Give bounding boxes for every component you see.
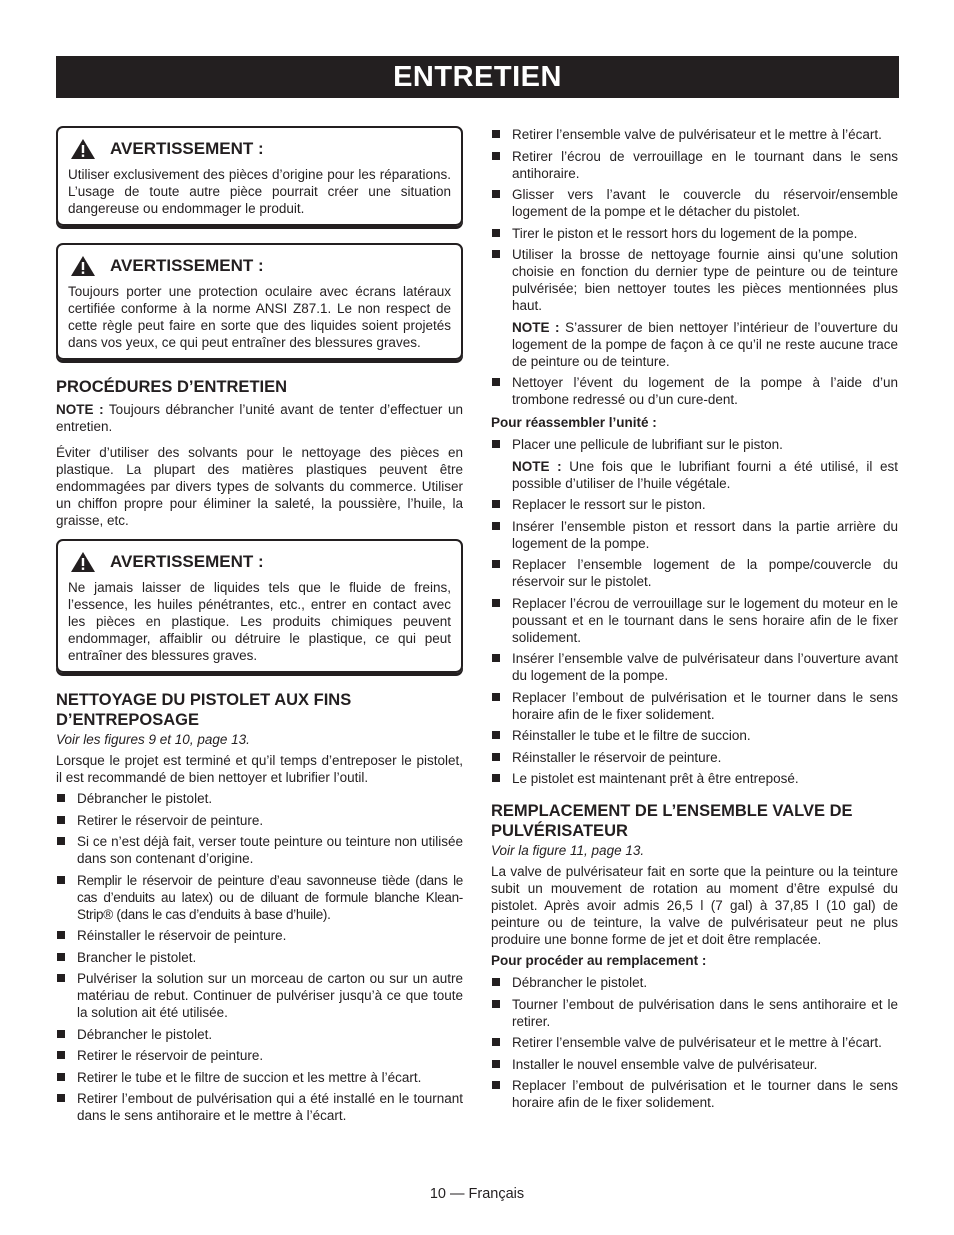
- list-item: Replacer l’ensemble logement de la pompe/couvercle du réservoir sur le pistolet.: [491, 556, 898, 590]
- warning-title: AVERTISSEMENT :: [110, 139, 264, 158]
- left-column: [56, 126, 463, 1129]
- note-text: Toujours débrancher l’unité avant de tenter d’effectuer un entretien.: [56, 402, 464, 434]
- list-item: Nettoyer l’évent du logement de la pompe à l’aide d’un trombone redressé ou d’un cure-dent.: [491, 374, 898, 408]
- list-item: Retirer le réservoir de peinture.: [56, 1047, 463, 1064]
- replacement-steps-list: [491, 974, 898, 1111]
- note-label: NOTE :: [512, 319, 560, 335]
- note-label: NOTE :: [512, 458, 562, 474]
- list-item: Remplir le réservoir de peinture d’eau savonneuse tiède (dans le cas d’enduits au latex) ou de diluant de formule blanche Klean-Strip® (dans le cas d’enduits à base d’huile).: [56, 872, 463, 923]
- list-item: Débrancher le pistolet.: [56, 790, 463, 807]
- list-item: Placer une pellicule de lubrifiant sur le piston.: [491, 436, 898, 453]
- list-item: Réinstaller le réservoir de peinture.: [56, 927, 463, 944]
- list-item: Replacer l’écrou de verrouillage sur le logement du moteur en le poussant et en le tournant dans le sens horaire afin de le fixer solidement.: [491, 595, 898, 646]
- list-item: Insérer l’ensemble piston et ressort dans la partie arrière du logement de la pompe.: [491, 518, 898, 552]
- list-item: Retirer l’ensemble valve de pulvérisateur et le mettre à l’écart.: [491, 1034, 898, 1051]
- list-item: Pulvériser la solution sur un morceau de carton ou sur un autre matériau de rebut. Continuer de pulvériser jusqu’à ce que toute la solution ait été utilisée.: [56, 970, 463, 1021]
- list-item: Tourner l’embout de pulvérisation dans le sens antihoraire et le retirer.: [491, 996, 898, 1030]
- warning-triangle-icon: [70, 551, 96, 573]
- list-item: Replacer le ressort sur le piston.: [491, 496, 898, 513]
- note-text: S’assurer de bien nettoyer l’intérieur de l’ouverture du logement de la pompe de façon à ce qu’il ne reste aucune trace de peinture ou de teinture.: [512, 319, 899, 369]
- reassemble-label: Pour réassembler l’unité :: [491, 415, 657, 430]
- page-footer: 10 — Français: [429, 1186, 525, 1202]
- list-item: Insérer l’ensemble valve de pulvérisateur dans l’ouverture avant du logement de la pompe.: [491, 650, 898, 684]
- list-item: Retirer le tube et le filtre de succion et les mettre à l’écart.: [56, 1069, 463, 1086]
- section-heading-procedures: PROCÉDURES D’ENTRETIEN: [56, 378, 288, 396]
- procedures-paragraph: Éviter d’utiliser des solvants pour le nettoyage des pièces en plastique. La plupart des matières plastiques peuvent être endommagées par divers types de solvants du commerce. Utiliser un chiffon propre pour éliminer la saleté, la poussière, l’huile, la graisse, etc.: [56, 445, 463, 528]
- list-item: Installer le nouvel ensemble valve de pulvérisateur.: [491, 1056, 898, 1073]
- section-heading-cleaning: NETTOYAGE DU PISTOLET AUX FINS D’ENTREPOSAGE: [56, 691, 352, 729]
- procedures-note: [56, 401, 463, 435]
- figure-reference: Voir la figure 11, page 13.: [491, 843, 645, 858]
- list-item: Débrancher le pistolet.: [491, 974, 898, 991]
- list-item: Retirer le réservoir de peinture.: [56, 812, 463, 829]
- right-column: [491, 126, 898, 1116]
- figure-reference: Voir les figures 9 et 10, page 13.: [56, 732, 250, 747]
- warning-box-1: [56, 126, 463, 226]
- list-item: Le pistolet est maintenant prêt à être entreposé.: [491, 770, 898, 787]
- warning-text: Toujours porter une protection oculaire avec écrans latéraux certifiée conforme à la norme ANSI Z87.1. Le non respect de cette règle peut faire en sorte que des liquides soient projetés dans vos yeux, ce qui peut entraîner des blessures graves.: [68, 284, 451, 350]
- disassembly-steps-list: [491, 126, 898, 314]
- warning-triangle-icon: [70, 138, 96, 160]
- list-item: Retirer l’écrou de verrouillage en le tournant dans le sens antihoraire.: [491, 148, 898, 182]
- replacement-intro: La valve de pulvérisateur fait en sorte que la peinture ou la teinture subit un mouvement de rotation au moment d’être expulsé du pistolet. Après avoir admis 26,5 l (7 gal) à 37,85 l (10 gal) de peinture ou de teinture, la valve de pulvérisateur peut ne plus produire une bonne forme de jet et doit être remplacée.: [491, 864, 898, 947]
- list-item: Retirer l’embout de pulvérisation qui a été installé en le tournant dans le sens antihoraire et le mettre à l’écart.: [56, 1090, 463, 1124]
- warning-text: Utiliser exclusivement des pièces d’origine pour les réparations. L’usage de toute autre pièce pourrait créer une situation dangereuse ou endommager le produit.: [68, 167, 451, 216]
- warning-title: AVERTISSEMENT :: [110, 552, 264, 571]
- list-item: Utiliser la brosse de nettoyage fournie ainsi qu’une solution choisie en fonction du dernier type de peinture ou de teinture pulvérisée; bien nettoyer toutes les pièces mentionnées plus haut.: [491, 246, 898, 314]
- section-heading-replacement: REMPLACEMENT DE L’ENSEMBLE VALVE DE PULVÉRISATEUR: [491, 802, 853, 840]
- list-item: Tirer le piston et le ressort hors du logement de la pompe.: [491, 225, 898, 242]
- cleaning-steps-list: [56, 790, 463, 1124]
- warning-text: Ne jamais laisser de liquides tels que le fluide de freins, l’essence, les huiles pénétrantes, etc., entrer en contact avec les pièces en plastique. Les produits chimiques peuvent endommager, affaiblir ou détruire le plastique, ce qui peut entraîner des blessures graves.: [68, 580, 451, 663]
- page-title: ENTRETIEN: [56, 56, 899, 98]
- warning-triangle-icon: [70, 255, 96, 277]
- list-item: Brancher le pistolet.: [56, 949, 463, 966]
- reassembly-steps-list: [491, 496, 898, 787]
- cleaning-intro: Lorsque le projet est terminé et qu’il temps d’entreposer le pistolet, il est recommandé de bien nettoyer et lubrifier l’outil.: [56, 753, 463, 785]
- list-item: Replacer l’embout de pulvérisation et le tourner dans le sens horaire afin de le fixer solidement.: [491, 689, 898, 723]
- list-item: Réinstaller le tube et le filtre de succion.: [491, 727, 898, 744]
- list-item: Si ce n’est déjà fait, verser toute peinture ou teinture non utilisée dans son contenant d’origine.: [56, 833, 463, 867]
- warning-title: AVERTISSEMENT :: [110, 256, 264, 275]
- lubricant-note: [512, 458, 898, 492]
- list-item: Replacer l’embout de pulvérisation et le tourner dans le sens horaire afin de le fixer solidement.: [491, 1077, 898, 1111]
- list-item: Retirer l’ensemble valve de pulvérisateur et le mettre à l’écart.: [491, 126, 898, 143]
- note-text: Une fois que le lubrifiant fourni a été utilisé, il est possible d’utiliser de l’huile végétale.: [512, 458, 898, 491]
- list-item: Débrancher le pistolet.: [56, 1026, 463, 1043]
- list-item: Glisser vers l’avant le couvercle du réservoir/ensemble logement de la pompe et le détacher du pistolet.: [491, 186, 898, 220]
- warning-box-2: [56, 243, 463, 360]
- cleaning-note: [512, 319, 898, 370]
- replacement-procedure-label: Pour procéder au remplacement :: [491, 953, 707, 968]
- list-item: Réinstaller le réservoir de peinture.: [491, 749, 898, 766]
- note-label: NOTE :: [56, 402, 104, 417]
- warning-box-3: [56, 539, 463, 673]
